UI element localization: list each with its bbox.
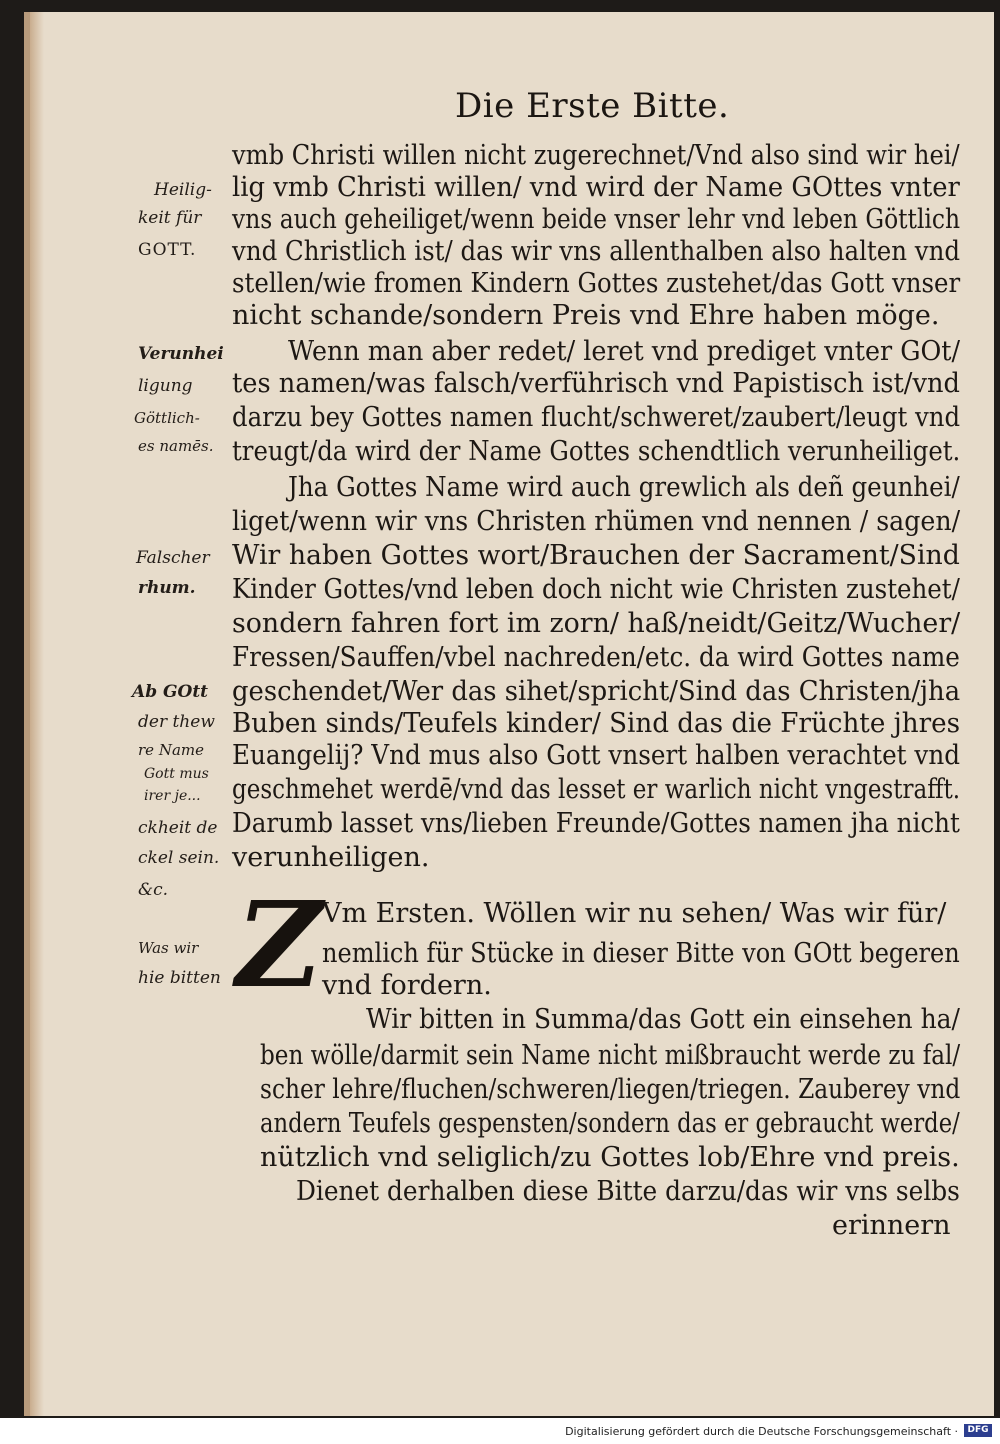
body-line: Vm Ersten. Wöllen wir nu sehen/ Was wir für/ xyxy=(322,898,947,929)
body-line: Jha Gottes Name wird auch grewlich als deñ geunhei/ xyxy=(288,472,960,503)
running-head: Die Erste Bitte. xyxy=(455,86,730,126)
margin-note: Falscher xyxy=(136,548,210,568)
body-line: nicht schande/sondern Preis vnd Ehre haben möge. xyxy=(232,300,940,331)
body-line: geschendet/Wer das sihet/spricht/Sind das Christen/jha xyxy=(232,676,961,707)
body-line: Buben sinds/Teufels kinder/ Sind das die Früchte jhres xyxy=(232,708,960,739)
dfg-logo: DFG xyxy=(964,1424,992,1437)
body-line: nemlich für Stücke in dieser Bitte von GOtt begeren xyxy=(322,938,960,969)
margin-note: ckel sein. xyxy=(138,848,220,868)
footer-bar xyxy=(0,1418,1000,1444)
margin-note: der thew xyxy=(138,712,215,732)
margin-note: &c. xyxy=(138,880,169,900)
body-line: stellen/wie fromen Kindern Gottes zustehet/das Gott vnser xyxy=(232,268,961,299)
margin-note: keit für xyxy=(138,208,202,228)
body-line: lig vmb Christi willen/ vnd wird der Name GOttes vnter xyxy=(232,172,960,203)
margin-note: irer je... xyxy=(144,788,201,804)
margin-note: Heilig- xyxy=(154,180,212,200)
margin-note: Ab GOtt xyxy=(132,682,209,702)
catchword: erinnern xyxy=(832,1210,951,1241)
body-line: darzu bey Gottes namen flucht/schweret/zaubert/leugt vnd xyxy=(232,402,961,433)
margin-note: rhum. xyxy=(138,578,196,598)
body-line: Euangelij? Vnd mus also Gott vnsert halben verachtet vnd xyxy=(232,740,961,771)
body-line: Fressen/Sauffen/vbel nachreden/etc. da wird Gottes name xyxy=(232,642,960,673)
body-line: verunheiligen. xyxy=(232,842,430,873)
body-line: sondern fahren fort im zorn/ haß/neidt/Geitz/Wucher/ xyxy=(232,608,961,639)
decorated-initial-letter: Z xyxy=(236,875,323,1014)
body-line: Wir bitten in Summa/das Gott ein einsehen ha/ xyxy=(366,1004,960,1035)
body-line: Kinder Gottes/vnd leben doch nicht wie Christen zustehet/ xyxy=(232,574,960,605)
body-line: Dienet derhalben diese Bitte darzu/das wir vns selbs xyxy=(296,1176,960,1207)
margin-note: Göttlich- xyxy=(134,409,200,427)
body-line: andern Teufels gespensten/sondern das er gebraucht werde/ xyxy=(260,1108,960,1139)
margin-note: ckheit de xyxy=(138,818,218,838)
body-line: ben wölle/darmit sein Name nicht mißbraucht werde zu fal/ xyxy=(260,1040,961,1071)
margin-note: GOTT. xyxy=(138,240,197,260)
body-line: nützlich vnd seliglich/zu Gottes lob/Ehre vnd preis. xyxy=(260,1142,960,1173)
body-line: Darumb lasset vns/lieben Freunde/Gottes namen jha nicht xyxy=(232,808,960,839)
body-line: scher lehre/fluchen/schweren/liegen/triegen. Zauberey vnd xyxy=(260,1074,961,1105)
body-line: vnd fordern. xyxy=(322,970,492,1001)
body-line: Wenn man aber redet/ leret vnd prediget vnter GOt/ xyxy=(288,336,961,367)
body-line: treugt/da wird der Name Gottes schendtlich verunheiliget. xyxy=(232,436,961,467)
funding-credit: Digitalisierung gefördert durch die Deutsche Forschungsgemeinschaft · xyxy=(565,1425,958,1438)
margin-note: ligung xyxy=(138,376,193,396)
margin-note: hie bitten xyxy=(138,968,221,988)
body-line: vns auch geheiliget/wenn beide vnser lehr vnd leben Göttlich xyxy=(232,204,961,235)
body-line: liget/wenn wir vns Christen rhümen vnd nennen / sagen/ xyxy=(232,506,961,537)
margin-note: es namēs. xyxy=(138,437,214,455)
body-line: Wir haben Gottes wort/Brauchen der Sacrament/Sind xyxy=(232,540,960,571)
margin-note: re Name xyxy=(138,741,204,759)
body-line: tes namen/was falsch/verführisch vnd Papistisch ist/vnd xyxy=(232,368,960,399)
margin-note: Gott mus xyxy=(144,766,209,782)
body-line: vmb Christi willen nicht zugerechnet/Vnd also sind wir hei/ xyxy=(232,140,960,171)
margin-note: Was wir xyxy=(138,939,199,957)
margin-note: Verunhei xyxy=(138,344,224,364)
body-line: geschmehet werdē/vnd das lesset er warlich nicht vngestrafft. xyxy=(232,774,961,805)
body-line: vnd Christlich ist/ das wir vns allenthalben also halten vnd xyxy=(232,236,961,267)
